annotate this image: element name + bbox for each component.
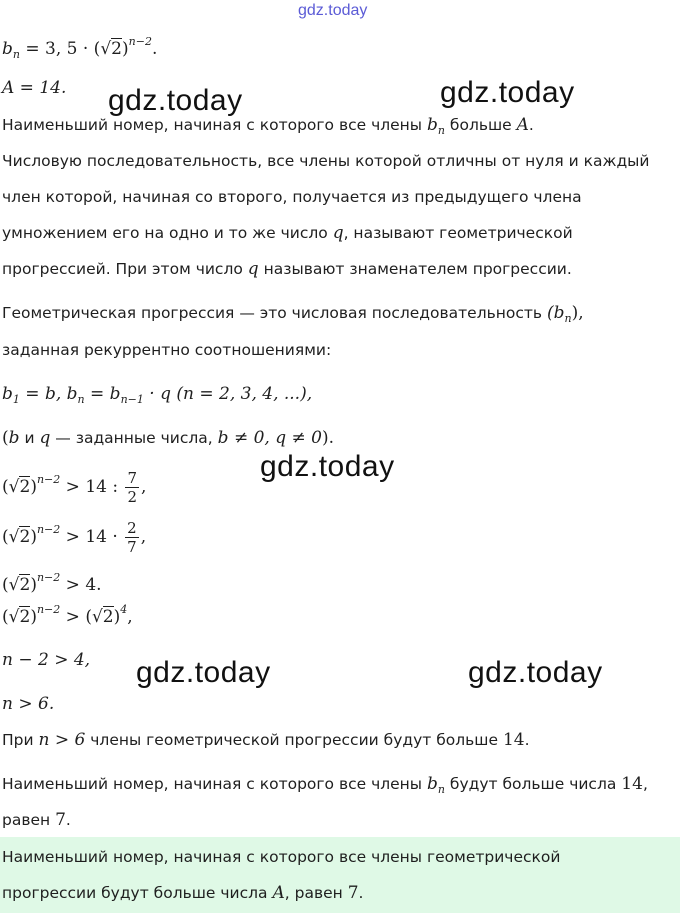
inequality-1: $(√2)^{n-2} > 14$ : $\frac{7}{2}$ , [2,469,147,506]
paragraph-result-1: Наименьший номер, начиная с которого все члены $b_n$ будут больше числа 14, [2,774,648,796]
recurrence-formula: $b_1 = b$, $b_n = b_{n-1} \cdot q$ (n = 2, 3, 4, ...), [2,384,313,406]
paragraph-result-2: равен 7. [2,810,71,830]
watermark-top: gdz.today [298,2,368,19]
answer-line-1: Наименьший номер, начиная с которого все члены геометрической [2,848,561,866]
inequality-3: $(√2)^{n-2} > 4$. [2,571,102,595]
answer-line-2: прогрессии будут больше числа A, равен 7. [2,883,364,903]
definition-line-4: прогрессией. При этом число q называют знаменателем прогрессии. [2,259,572,279]
definition2-line-2: заданная рекуррентно соотношениями: [2,341,332,359]
definition-line-3: умножением его на одно и то же число q, называют геометрической [2,223,573,243]
watermark-4: gdz.today [136,656,271,689]
inequality-4: $(√2)^{n-2} > (√2)^4$, [2,603,133,627]
watermark-1: gdz.today [108,84,243,117]
inequality-5: n − 2 > 4, [2,650,91,670]
paragraph-task: Наименьший номер, начиная с которого все члены $b_n$ больше A. [2,115,534,137]
formula-A: A = 14. [2,78,67,98]
definition2-line-1: Геометрическая прогрессия — это числовая последовательность $(b_n)$, [2,303,584,325]
watermark-2: gdz.today [440,76,575,109]
paragraph-conclusion: При n > 6 члены геометрической прогрессии будут больше 14. [2,730,530,750]
watermark-5: gdz.today [468,656,603,689]
fraction-2-7: $\frac{2}{7}$ [127,519,137,556]
inequality-2: $(√2)^{n-2} > 14$ · $\frac{2}{7}$ , [2,519,147,556]
definition-line-1: Числовую последовательность, все члены которой отличны от нуля и каждый [2,152,650,170]
inequality-6: n > 6. [2,694,55,714]
watermark-3: gdz.today [260,450,395,483]
definition-line-2: член которой, начиная со второго, получается из предыдущего члена [2,188,582,206]
given-numbers: (b и q — заданные числа, b ≠ 0, q ≠ 0). [2,428,335,448]
formula-bn: $b_n = 3$, $5 \cdot (√2)^{n-2}$. [2,35,158,61]
fraction-7-2: $\frac{7}{2}$ [127,469,138,506]
